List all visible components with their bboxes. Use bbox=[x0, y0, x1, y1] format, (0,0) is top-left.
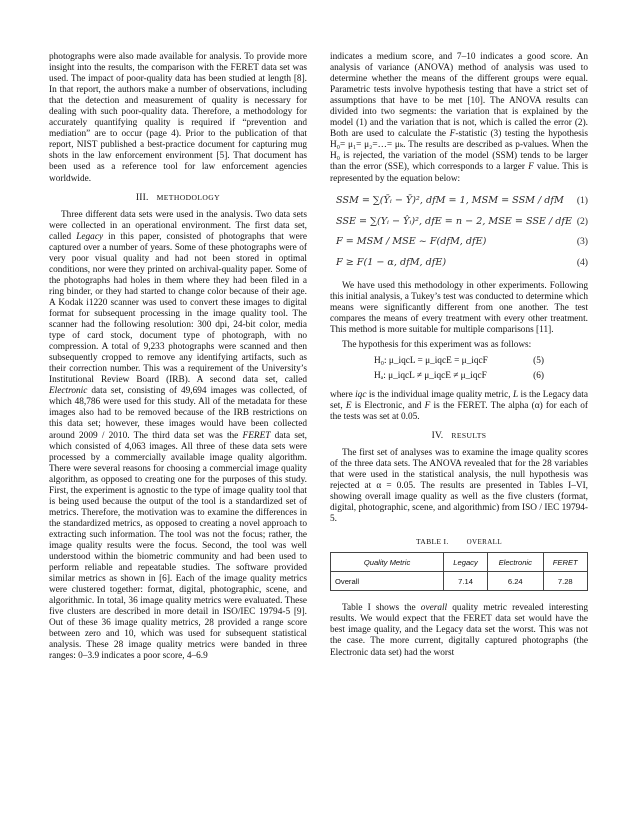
table-caption bbox=[330, 537, 588, 546]
section-heading-methodology bbox=[49, 193, 307, 203]
section-number: III. bbox=[135, 192, 149, 203]
table-cell: Overall bbox=[331, 572, 444, 591]
italic-term: E bbox=[345, 400, 352, 411]
table-header-cell: Legacy bbox=[444, 553, 488, 572]
hypothesis: H₀: μ_iqcL = μ_iqcE = μ_iqcF bbox=[374, 355, 488, 366]
text-run: data set, consisting of 49,694 images was collected, of which 48,786 were used for this study. All of the metadata for these images also had to be removed because of the IRB restrictions on this data set; however, these images would have been collected around 2009 / 2010. The third data set was the bbox=[49, 386, 307, 441]
hypothesis: Hₐ: μ_iqcL ≠ μ_iqcE ≠ μ_iqcF bbox=[374, 370, 487, 381]
paragraph bbox=[330, 603, 588, 658]
paragraph bbox=[330, 52, 588, 185]
equation-number: (2) bbox=[576, 215, 588, 227]
hypothesis-row bbox=[330, 354, 588, 369]
italic-term: FERET bbox=[242, 430, 271, 441]
paragraph: photographs were also made available for analysis. To provide more insight into the results, the comparison with the FERET data set was used. The impact of poor-quality data has been studied at length [8]. In that report, the authors make a number of observations, including that the detection and measurement of quality is necessary for dealing with such poor-quality data. Therefore, a methodology for accurately quantifying quality is required if “prevention and mediation” are to occur (page 4). Prior to the publication of that report, NIST published a best-practice document for capturing mug shots in the law enforcement environment [5]. That document has been used as a reference tool for law enforcement agencies worldwide. bbox=[49, 52, 307, 184]
italic-term: F bbox=[528, 162, 534, 173]
table-cell: 7.14 bbox=[444, 572, 488, 591]
hypothesis-block bbox=[330, 354, 588, 384]
paragraph: We have used this methodology in other experiments. Following this initial analysis, a Tukey’s test was conducted to determine which means were significantly different from one another. The test compares the means of every treatment with every other treatment. This method is more suitable for multiple comparisons [11]. bbox=[330, 280, 588, 335]
equation-number: (6) bbox=[533, 370, 544, 381]
paragraph: The hypothesis for this experiment was as follows: bbox=[342, 339, 532, 350]
text-run: where bbox=[330, 389, 356, 400]
text-run: is Electronic, and bbox=[351, 400, 425, 411]
text-run: value. This is represented by the equation below: bbox=[330, 162, 589, 184]
text-run: indicates a medium score, and 7–10 indicates a good score. An analysis of variance (ANOVA) method of analysis was used to determine whether the means of the different groups were equal. Parametric tests involve hypothesis testing that have a strict set of assumptions that have to be met [10]. The ANOVA results can divided into two segments: the variation that is explained by the model (1) and the variation that is not, which is called the error (2). Both are used to calculate the bbox=[330, 52, 588, 140]
italic-term: Legacy bbox=[76, 231, 104, 242]
text-run: quality metric revealed interesting results. We would expect that the FERET data set would have the best image quality, and the Legacy data set the worst. This was not the case. The more current, digitally captured photographs (the Electronic data set) had the worst bbox=[330, 603, 589, 658]
text-run: in this paper, consisted of photographs that were captured over a number of years. Some of these photographs were of very poor visual quality and had not been stored in optimal conditions, nor were they printed on archival-quality paper. Some of the photographs had holes in them where they had been filed in a ring binder, or they had started to change color because of their age. A Kodak i1220 scanner was used to convert these images to digital format for subsequent processing in the image quality tool. The scanner had the following resolution: 300 dpi, 24-bit color, media type of card stock, document type of photograph, with no compression. A total of 9,233 photographs were scanned and then subsequently cropped to remove any identifying artifacts, such as their correction number. This was a requirement of the University’s Institutional Review Board (IRB). A second data set, called bbox=[49, 231, 307, 386]
equation-block bbox=[336, 191, 588, 273]
table-header-row bbox=[331, 553, 588, 572]
text-run: data set, which consisted of 4,063 images. All three of these data sets were processed by a commercially available image quality algorithm. There were several reasons for choosing a commercial image quality algorithm, as opposed to creating one for the purposes of this study. First, the experiment is agnostic to the type of image quality tool that is being used because the output of the tool is a standardized set of metrics. Therefore, the motivation was to examine the differences in the standardized metrics, as opposed to creating a novel approach to extracting such information. The tool was not the focus; rather, the image quality results were the focus. Second, the tool was well understood within the biometric community and had been used to perform reliable and repeatable studies. The software provided similar metrics as shown in [6]. Each of the image quality metrics were clustered together: format, digital, photographic, scene, and algorithmic. In total, 36 image quality metrics were evaluated. These five clusters are described in more detail in ISO/IEC 19794-5 [9]. Out of these 36 image quality metrics, 28 provided a range score between zero and 10, which was used for subsequent statistical analysis. These 28 image quality metrics were banded in three ranges: 0–3.9 indicates a poor score, 4–6.9 bbox=[49, 430, 307, 662]
text-run: Three different data sets were used in the analysis. Two data sets were collected in an operational environment. The first data set, called bbox=[49, 209, 307, 242]
left-column bbox=[49, 52, 307, 662]
italic-term: F bbox=[424, 400, 431, 411]
equation: F = MSM / MSE ~ F(dfM, dfE) bbox=[336, 236, 487, 248]
table-header-cell: FERET bbox=[543, 553, 587, 572]
equation-row bbox=[336, 252, 588, 273]
italic-term: iqc bbox=[355, 389, 367, 400]
equation-number: (1) bbox=[576, 195, 588, 207]
section-title: METHODOLOGY bbox=[156, 192, 221, 202]
equation-row bbox=[336, 211, 588, 232]
section-title: RESULTS bbox=[451, 430, 487, 440]
paragraph bbox=[330, 390, 588, 423]
equation: SSM = ∑(Ȳᵢ − Ȳ)², dfM = 1, MSM = SSM / dfM bbox=[336, 195, 564, 207]
paragraph bbox=[49, 210, 307, 663]
italic-term: L bbox=[512, 389, 519, 400]
results-table bbox=[330, 552, 588, 591]
text-run: is the Legacy data set, bbox=[330, 389, 588, 411]
italic-term: Electronic bbox=[49, 386, 88, 397]
table-cell: 7.28 bbox=[543, 572, 587, 591]
table-row bbox=[331, 572, 588, 591]
text-run: -statistic (3) testing the hypothesis H₀= μ₁= μ₂=…= μₖ. The results are described as p-values. When the H₀ is rejected, the variation of the model (SSM) tends to be larger than the error (SSE), which corresponds to a larger bbox=[330, 129, 588, 173]
section-heading-results bbox=[330, 431, 588, 441]
equation-row bbox=[336, 232, 588, 253]
italic-term: F bbox=[449, 129, 456, 140]
equation-number: (5) bbox=[533, 355, 544, 366]
table-cell: 6.24 bbox=[488, 572, 544, 591]
table-label: TABLE I. bbox=[415, 537, 449, 547]
table-header-cell: Quality Metric bbox=[331, 553, 444, 572]
paragraph: The first set of analyses was to examine the image quality scores of the three data sets. The ANOVA revealed that for the 28 variables that were used in the statistical analysis, the null hypothesis was rejected at α = 0.05. The results are presented in Tables I–VI, showing overall image quality as well as the five clusters (format, digital, photographic, scene, and algorithmic) from ISO / IEC 19794-5. bbox=[330, 447, 588, 525]
text-run: Table I shows the bbox=[342, 603, 421, 614]
equation-row bbox=[336, 191, 588, 212]
equation: F ≥ F(1 − α, dfM, dfE) bbox=[336, 256, 447, 268]
italic-term: overall bbox=[420, 603, 448, 614]
equation: SSE = ∑(Yᵢ − Ŷᵢ)², dfE = n − 2, MSE = SSE / dfE bbox=[336, 215, 572, 227]
right-column bbox=[330, 52, 588, 659]
hypothesis-row bbox=[330, 369, 588, 384]
table-header-cell: Electronic bbox=[488, 553, 544, 572]
section-number: IV. bbox=[431, 430, 444, 441]
text-run: is the individual image quality metric, bbox=[366, 389, 513, 400]
text-run: is the FERET. The alpha (α) for each of the tests was set at 0.05. bbox=[330, 400, 588, 422]
equation-number: (4) bbox=[576, 256, 588, 268]
equation-number: (3) bbox=[576, 236, 588, 248]
table-title: OVERALL bbox=[466, 538, 503, 547]
